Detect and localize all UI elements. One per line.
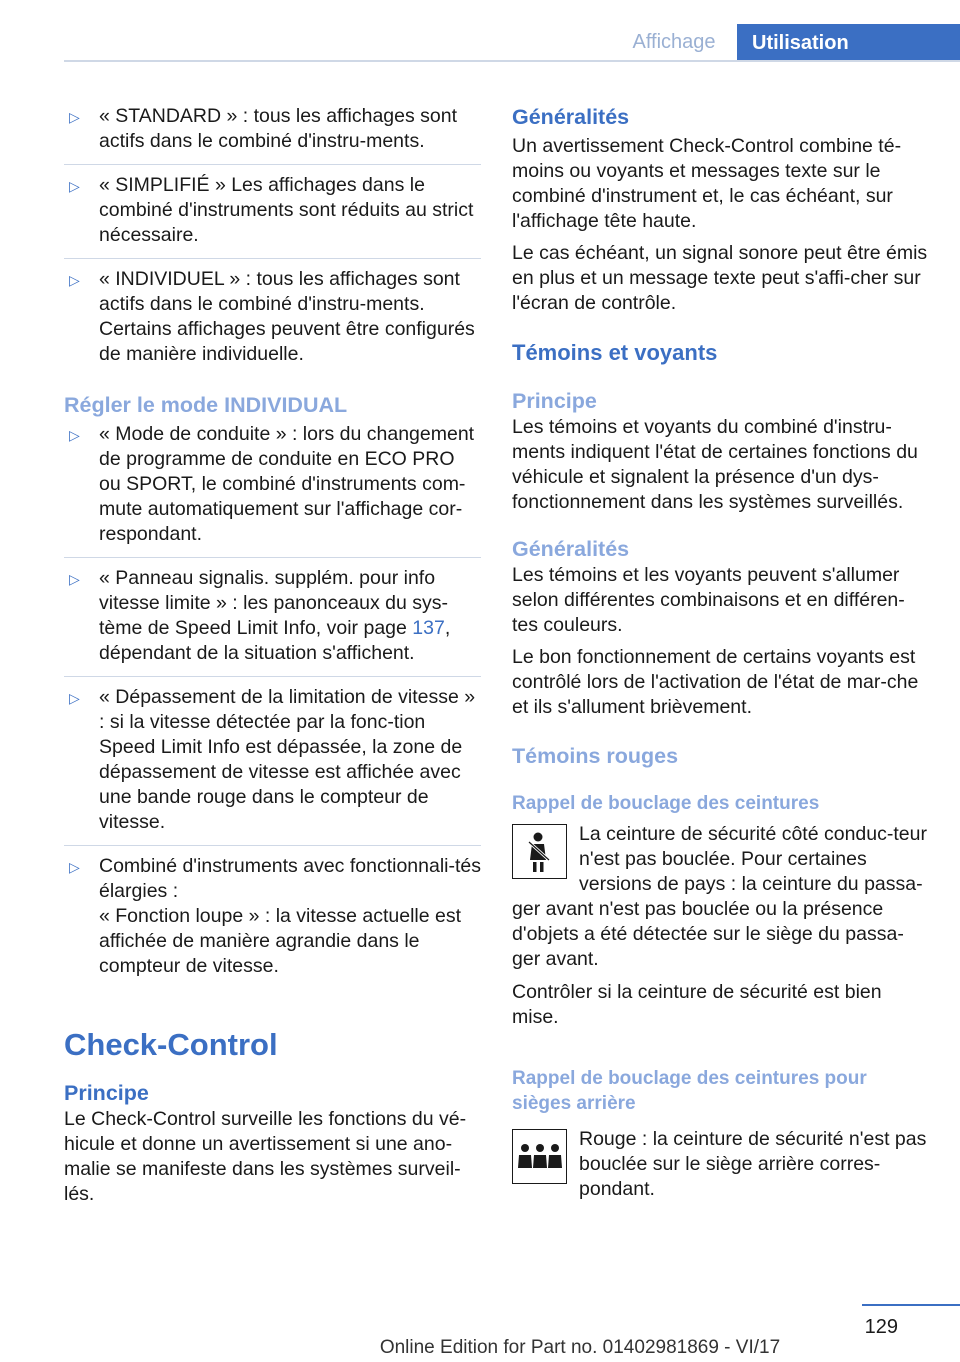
triangle-right-icon: ▷ [69,571,80,587]
triangle-right-icon: ▷ [69,859,80,875]
list-item-text: « STANDARD » : tous les affichages sont actifs dans le combiné d'instru-ments. [99,105,458,152]
left-column [64,104,481,1207]
list-item [64,685,481,835]
paragraph: Le cas échéant, un signal sonore peut être émis en plus et un message texte peut s'affi-cher sur l'écran de contrôle. [512,242,928,314]
header-rule [64,60,960,62]
text-segment: « Panneau signalis. supplém. pour info vitesse limite » : les panonceaux du sys-tème de Speed Limit Info, voir page [99,567,449,639]
triangle-right-icon: ▷ [69,178,80,194]
subsection-heading: Principe [64,1081,149,1105]
subsection-heading: Principe [512,389,597,413]
list-item-text: « Mode de conduite » : lors du changement de programme de conduite en ECO PRO ou SPORT, le combiné d'instruments com-mute automatiquement sur l'affichage cor-respondant. [99,423,475,545]
page-number: 129 [864,1316,898,1338]
subsection-heading: Rappel de bouclage des ceintures pour sièges arrière [512,1068,867,1114]
subsection-heading: Généralités [512,105,630,129]
tab-utilisation[interactable]: Utilisation [737,24,960,62]
subsection-heading: Généralités [512,537,630,561]
paragraph: Le bon fonctionnement de certains voyants est contrôlé lors de l'activation de l'état de mar-che et ils s'allument brièvement. [512,646,919,718]
list-item-text: « Dépassement de la limitation de vitesse » : si la vitesse détectée par la fonc-tion Speed Limit Info est dépassée, la zone de dépassement de vitesse est affichée avec une bande rouge dans le compteur de vitesse. [99,686,476,833]
warning-entry [512,1127,930,1202]
triangle-right-icon: ▷ [69,427,80,443]
list-item-text: « SIMPLIFIÉ » Les affichages dans le combiné d'instruments sont réduits au strict nécessaire. [99,174,474,246]
list-item [64,104,481,154]
divider [64,557,481,558]
footer-rule [862,1304,960,1306]
chapter-heading: Check-Control [64,1027,278,1062]
subsection-heading: Rappel de bouclage des ceintures [512,793,820,814]
edition-footer: Online Edition for Part no. 01402981869 - VI/17 [379,1337,781,1358]
section-heading: Régler le mode INDIVIDUAL [64,393,348,417]
list-item [64,566,481,666]
divider [64,845,481,846]
section-heading: Témoins rouges [512,744,679,768]
paragraph: Un avertissement Check-Control combine té-moins ou voyants et messages texte sur le combiné d'instrument et, le cas échéant, sur l'affichage tête haute. [512,135,902,232]
section-heading: Témoins et voyants [512,340,718,365]
list-item-subtext: « Fonction loupe » : la vitesse actuelle est affichée de manière agrandie dans le compteur de vitesse. [99,905,462,977]
rear-seatbelts-icon [512,1129,567,1184]
list-item [64,422,481,547]
list-item [64,267,481,367]
triangle-right-icon: ▷ [69,272,80,288]
divider [64,258,481,259]
list-item-text [99,566,481,666]
divider [64,164,481,165]
paragraph: Contrôler si la ceinture de sécurité est bien mise. [512,981,882,1028]
right-column [512,104,930,1202]
tab-affichage[interactable]: Affichage [632,31,716,53]
seatbelt-driver-icon [512,824,567,879]
list-item-text: « INDIVIDUEL » : tous les affichages sont actifs dans le combiné d'instru-ments. Certains affichages peuvent être configurés de manière individuelle. [99,268,475,365]
paragraph: Le Check-Control surveille les fonctions du vé-hicule et donne un avertissement si une ano-malie se manifeste dans les systèmes surveil-lés. [64,1108,467,1205]
list-item-text: Combiné d'instruments avec fonctionnali-tés élargies : [99,855,481,902]
triangle-right-icon: ▷ [69,690,80,706]
text-segment: , dépendant de la situation s'affichent. [99,617,451,664]
warning-entry [512,822,930,972]
paragraph: Les témoins et les voyants peuvent s'allumer selon différentes combinaisons et en différen-tes couleurs. [512,564,905,636]
list-item [64,173,481,248]
paragraph: Rouge : la ceinture de sécurité n'est pas bouclée sur le siège arrière corres-pondant. [579,1128,927,1200]
paragraph: La ceinture de sécurité côté conduc-teur n'est pas bouclée. Pour certaines versions de pays : la ceinture du passa-ger avant n'est pas bouclée ou la présence d'objets a été détectée sur le siège du passa-ger avant. [512,823,927,970]
list-item [64,854,481,904]
paragraph: Les témoins et voyants du combiné d'instru-ments indiquent l'état de certaines fonctions du véhicule et signalent la présence d'un dys-fonctionnement dans les systèmes surveillés. [512,416,918,513]
triangle-right-icon: ▷ [69,109,80,125]
page-link[interactable]: 137 [412,617,445,639]
divider [64,676,481,677]
